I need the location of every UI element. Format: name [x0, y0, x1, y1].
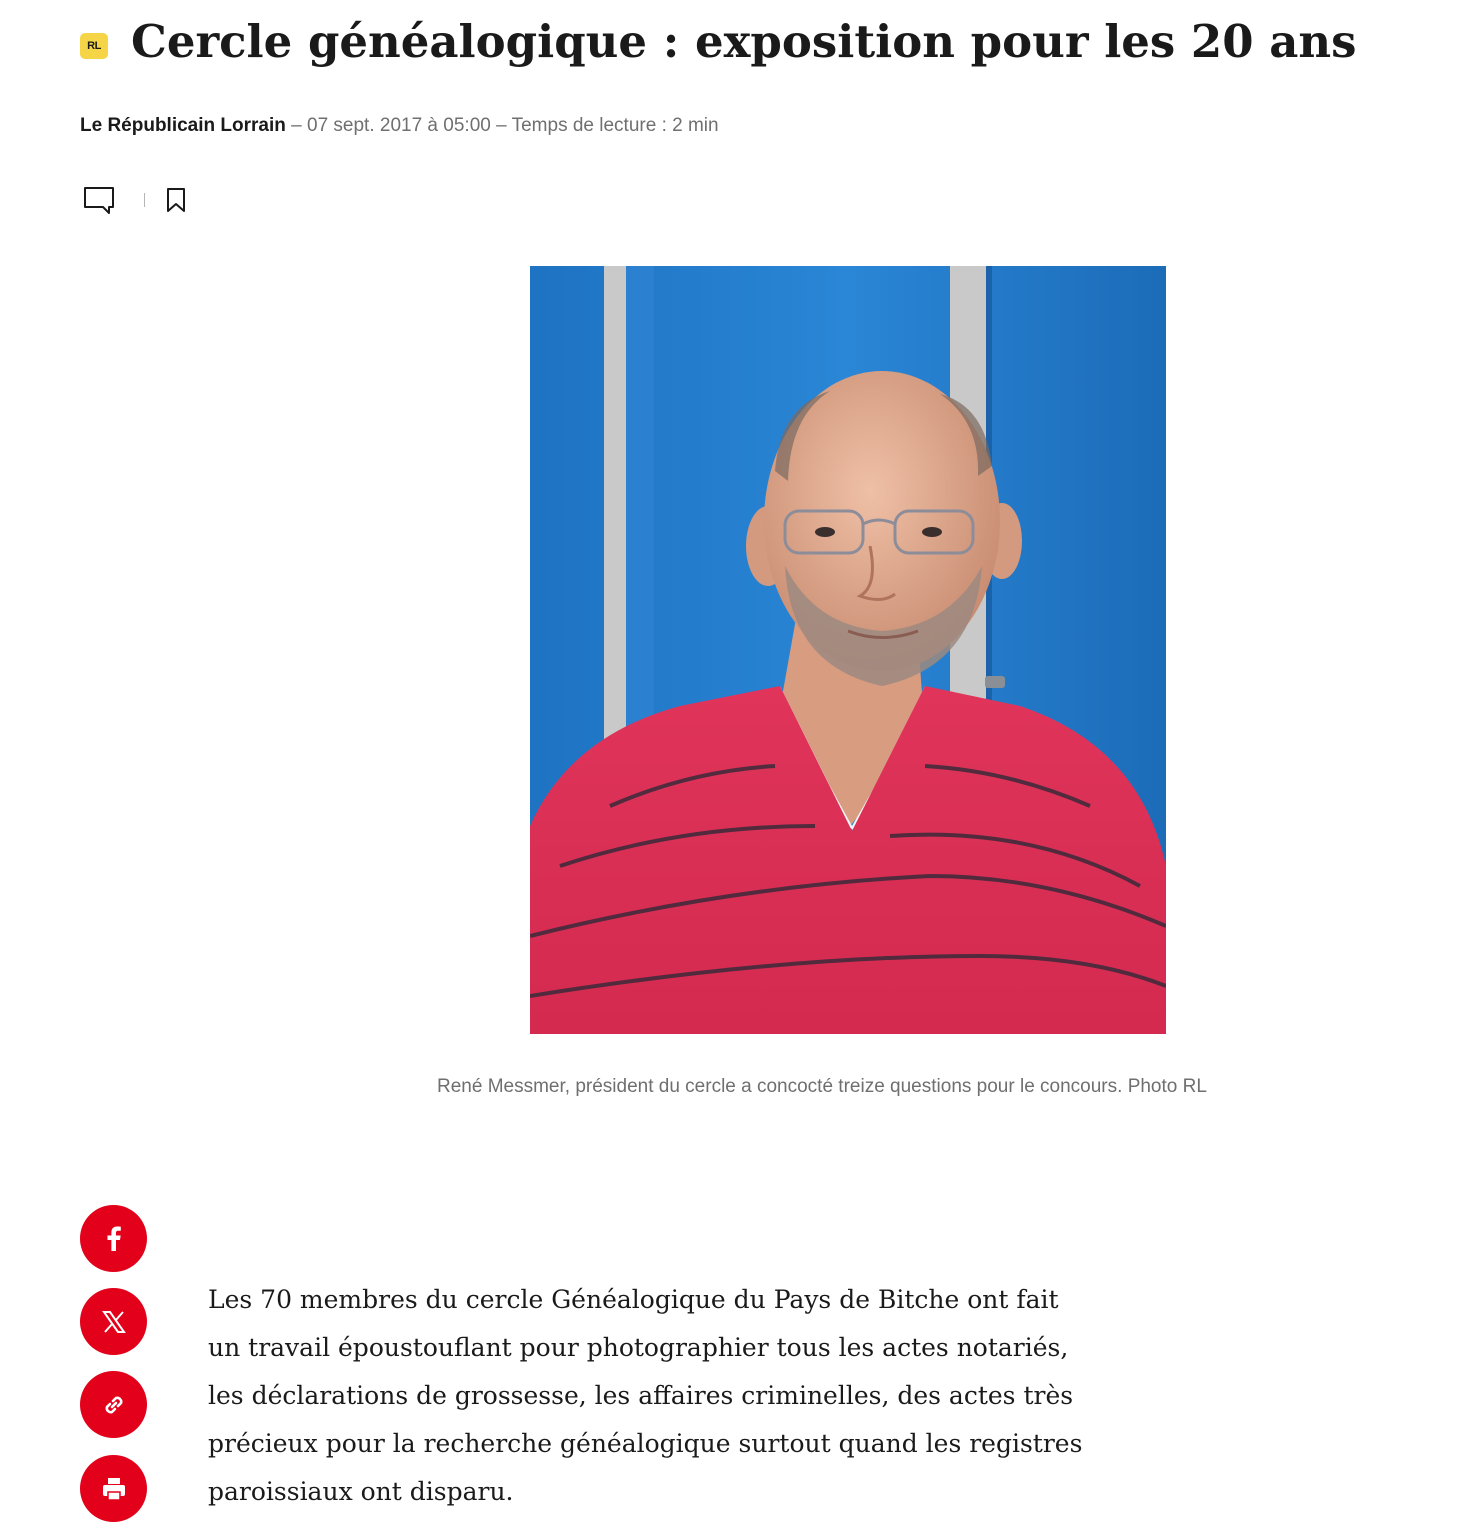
article-actions — [80, 183, 195, 217]
share-x-button[interactable] — [80, 1288, 147, 1355]
photo-caption: René Messmer, président du cercle a concocté treize questions pour le concours. Photo RL — [437, 1076, 1207, 1097]
link-icon — [99, 1390, 129, 1420]
meta-separator: – — [285, 115, 307, 136]
print-icon — [99, 1474, 129, 1504]
bookmark-button[interactable] — [157, 183, 195, 217]
comment-icon — [82, 185, 116, 215]
article-photo — [530, 266, 1166, 1034]
article-title: Cercle généalogique : exposition pour les 20 ans — [131, 15, 1357, 68]
print-button[interactable] — [80, 1455, 147, 1522]
meta-separator: – — [490, 115, 512, 136]
action-divider — [144, 193, 145, 207]
share-facebook-button[interactable] — [80, 1205, 147, 1272]
article-meta — [80, 113, 719, 139]
copy-link-button[interactable] — [80, 1371, 147, 1438]
publish-date: 07 sept. 2017 à 05:00 — [307, 115, 491, 136]
x-icon — [100, 1308, 128, 1336]
comment-button[interactable] — [80, 183, 118, 217]
source-name[interactable]: Le Républicain Lorrain — [80, 115, 286, 136]
facebook-icon — [99, 1224, 129, 1254]
bookmark-icon — [165, 186, 187, 214]
article-paragraph: Les 70 membres du cercle Généalogique du Pays de Bitche ont fait un travail époustouflant pour photographier tous les actes notariés, les déclarations de grossesse, les affaires criminelles, des actes très précieux pour la recherche généalogique surtout quand les registres paroissiaux ont disparu. — [208, 1285, 1083, 1506]
reading-time: Temps de lecture : 2 min — [511, 115, 719, 136]
brand-logo-badge: RL — [80, 33, 108, 59]
